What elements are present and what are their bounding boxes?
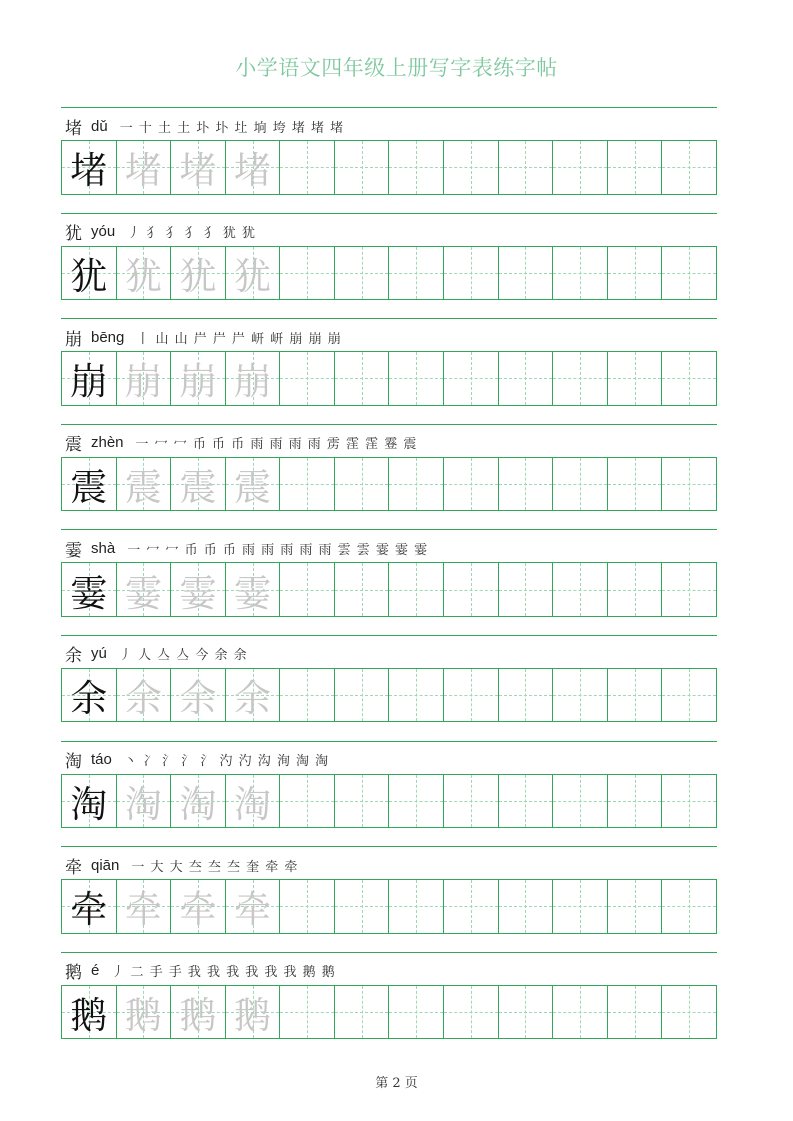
writing-cell[interactable]	[553, 880, 608, 933]
trace-character: 淘	[124, 782, 162, 826]
writing-cell[interactable]	[444, 563, 499, 616]
divider-line	[61, 846, 717, 847]
model-character: 鹅	[70, 994, 108, 1037]
trace-character: 崩	[124, 360, 162, 404]
writing-cell[interactable]	[608, 775, 663, 828]
writing-cell[interactable]	[444, 352, 499, 405]
writing-cell[interactable]	[389, 669, 444, 722]
trace-cell	[226, 986, 281, 1039]
model-cell	[62, 141, 117, 194]
writing-cell[interactable]	[608, 669, 663, 722]
writing-cell[interactable]	[662, 352, 716, 405]
writing-cell[interactable]	[389, 458, 444, 511]
writing-cell[interactable]	[389, 352, 444, 405]
practice-grid	[61, 457, 717, 512]
writing-cell[interactable]	[662, 563, 716, 616]
divider-line	[61, 741, 717, 742]
trace-cell	[171, 775, 226, 828]
writing-cell[interactable]	[608, 986, 663, 1039]
page-title: 小学语文四年级上册写字表练字帖	[235, 56, 558, 80]
writing-cell[interactable]	[444, 458, 499, 511]
practice-entry	[61, 952, 717, 1058]
writing-cell[interactable]	[553, 247, 608, 300]
header-character: 牵	[65, 857, 82, 878]
practice-grid	[61, 774, 717, 829]
writing-cell[interactable]	[499, 247, 554, 300]
writing-cell[interactable]	[553, 986, 608, 1039]
pinyin: shà	[91, 539, 116, 557]
writing-cell[interactable]	[662, 141, 716, 194]
writing-cell[interactable]	[662, 775, 716, 828]
trace-cell	[117, 775, 172, 828]
entry-header	[65, 641, 248, 667]
pinyin: táo	[91, 751, 112, 769]
divider-line	[61, 424, 717, 425]
practice-grid	[61, 246, 717, 301]
writing-cell[interactable]	[335, 775, 390, 828]
trace-cell	[117, 669, 172, 722]
writing-cell[interactable]	[608, 458, 663, 511]
writing-cell[interactable]	[389, 141, 444, 194]
writing-cell[interactable]	[662, 669, 716, 722]
pinyin: bēng	[91, 328, 125, 346]
model-cell	[62, 775, 117, 828]
writing-cell[interactable]	[499, 458, 554, 511]
writing-cell[interactable]	[444, 669, 499, 722]
entry-header	[65, 430, 417, 456]
practice-grid	[61, 668, 717, 723]
trace-cell	[117, 141, 172, 194]
writing-cell[interactable]	[608, 247, 663, 300]
trace-character: 鹅	[124, 994, 162, 1037]
practice-entry	[61, 635, 717, 741]
model-cell	[62, 352, 117, 405]
header-character: 鹅	[65, 963, 82, 984]
writing-cell[interactable]	[280, 352, 335, 405]
writing-cell[interactable]	[280, 669, 335, 722]
writing-cell[interactable]	[280, 563, 335, 616]
header-character: 崩	[65, 329, 82, 350]
stroke-order: 一 大 大 夳 夳 夳 奎 牵 牵	[131, 859, 299, 875]
writing-cell[interactable]	[389, 986, 444, 1039]
trace-character: 崩	[179, 360, 217, 404]
header-character: 淘	[65, 752, 82, 773]
entry-header	[65, 958, 336, 984]
trace-cell	[117, 563, 172, 616]
divider-line	[61, 952, 717, 953]
writing-cell[interactable]	[335, 880, 390, 933]
writing-cell[interactable]	[608, 563, 663, 616]
writing-cell[interactable]	[608, 880, 663, 933]
writing-cell[interactable]	[280, 247, 335, 300]
pinyin: yóu	[91, 223, 116, 241]
writing-cell[interactable]	[499, 986, 554, 1039]
writing-cell[interactable]	[444, 775, 499, 828]
model-character: 余	[70, 677, 108, 721]
entry-header	[65, 747, 329, 773]
trace-cell	[226, 141, 281, 194]
practice-entry	[61, 213, 717, 319]
writing-cell[interactable]	[662, 880, 716, 933]
trace-cell	[171, 352, 226, 405]
writing-cell[interactable]	[499, 669, 554, 722]
writing-cell[interactable]	[444, 247, 499, 300]
trace-cell	[171, 563, 226, 616]
writing-cell[interactable]	[335, 563, 390, 616]
trace-character: 淘	[234, 782, 272, 826]
trace-cell	[226, 669, 281, 722]
practice-entry	[61, 107, 717, 213]
trace-cell	[117, 880, 172, 933]
trace-character: 牵	[234, 888, 272, 932]
writing-cell[interactable]	[499, 563, 554, 616]
practice-entry	[61, 529, 717, 635]
writing-cell[interactable]	[553, 352, 608, 405]
entry-header	[65, 324, 342, 350]
practice-rows	[61, 107, 717, 1057]
entry-header	[65, 113, 344, 139]
writing-cell[interactable]	[280, 775, 335, 828]
trace-cell	[226, 563, 281, 616]
writing-cell[interactable]	[553, 669, 608, 722]
trace-character: 崩	[234, 360, 272, 404]
writing-cell[interactable]	[335, 141, 390, 194]
header-character: 堵	[65, 118, 82, 139]
writing-cell[interactable]	[444, 986, 499, 1039]
trace-character: 震	[179, 466, 217, 510]
writing-cell[interactable]	[335, 352, 390, 405]
stroke-order: 一 冖 冖 币 币 币 雨 雨 雨 雨 雨 雲 雲 霎 霎 霎	[127, 542, 429, 558]
writing-cell[interactable]	[553, 141, 608, 194]
trace-cell	[117, 352, 172, 405]
trace-cell	[226, 352, 281, 405]
trace-character: 震	[124, 466, 162, 510]
header-character: 霎	[65, 540, 82, 561]
trace-character: 牵	[124, 888, 162, 932]
stroke-order: 一 冖 冖 币 币 币 雨 雨 雨 雨 雳 霔 霔 霯 震	[135, 437, 418, 453]
writing-cell[interactable]	[662, 986, 716, 1039]
writing-cell[interactable]	[553, 563, 608, 616]
practice-entry	[61, 318, 717, 424]
header-character: 余	[65, 646, 82, 667]
writing-cell[interactable]	[499, 880, 554, 933]
practice-entry	[61, 846, 717, 952]
trace-cell	[171, 458, 226, 511]
practice-grid	[61, 140, 717, 195]
trace-character: 犹	[124, 254, 162, 298]
model-character: 震	[70, 466, 108, 510]
model-character: 霎	[70, 571, 108, 615]
writing-cell[interactable]	[389, 775, 444, 828]
writing-cell[interactable]	[280, 458, 335, 511]
trace-character: 犹	[179, 254, 217, 298]
writing-cell[interactable]	[389, 880, 444, 933]
pinyin: zhèn	[91, 434, 124, 452]
pinyin: yú	[91, 645, 107, 663]
model-character: 牵	[70, 888, 108, 932]
writing-cell[interactable]	[662, 247, 716, 300]
trace-character: 犹	[234, 254, 272, 298]
model-cell	[62, 986, 117, 1039]
entry-header	[65, 852, 298, 878]
trace-cell	[171, 141, 226, 194]
trace-character: 牵	[179, 888, 217, 932]
model-character: 犹	[70, 254, 108, 298]
writing-cell[interactable]	[444, 141, 499, 194]
trace-character: 淘	[179, 782, 217, 826]
stroke-order: 丿 犭 犭 犭 犭 犹 犹	[127, 226, 256, 242]
writing-cell[interactable]	[608, 141, 663, 194]
trace-character: 余	[179, 677, 217, 721]
trace-character: 余	[124, 677, 162, 721]
stroke-order: 丶 冫 氵 氵 氵 汋 汋 沟 洵 淘 淘	[123, 754, 330, 770]
trace-character: 霎	[179, 571, 217, 615]
writing-cell[interactable]	[335, 669, 390, 722]
divider-line	[61, 529, 717, 530]
page-number: 第 2 页	[375, 1076, 418, 1091]
trace-cell	[226, 880, 281, 933]
writing-cell[interactable]	[280, 141, 335, 194]
pinyin: qiān	[91, 856, 120, 874]
trace-cell	[226, 247, 281, 300]
divider-line	[61, 318, 717, 319]
practice-grid	[61, 879, 717, 934]
practice-grid	[61, 562, 717, 617]
model-cell	[62, 669, 117, 722]
divider-line	[61, 213, 717, 214]
writing-cell[interactable]	[499, 141, 554, 194]
writing-cell[interactable]	[335, 986, 390, 1039]
trace-cell	[117, 986, 172, 1039]
trace-character: 堵	[124, 149, 162, 193]
model-cell	[62, 247, 117, 300]
header-character: 震	[65, 435, 82, 456]
writing-cell[interactable]	[499, 775, 554, 828]
writing-cell[interactable]	[444, 880, 499, 933]
practice-entry	[61, 424, 717, 530]
trace-cell	[171, 669, 226, 722]
stroke-order: 丿 二 手 手 我 我 我 我 我 我 鹅 鹅	[111, 965, 336, 981]
writing-cell[interactable]	[553, 775, 608, 828]
writing-cell[interactable]	[280, 880, 335, 933]
trace-cell	[171, 880, 226, 933]
pinyin: dǔ	[91, 117, 108, 135]
trace-character: 堵	[179, 149, 217, 193]
trace-cell	[117, 458, 172, 511]
trace-character: 堵	[234, 149, 272, 193]
trace-cell	[226, 775, 281, 828]
stroke-order: 丨 山 山 屵 屵 屵 岍 岍 崩 崩 崩	[136, 331, 342, 347]
model-cell	[62, 880, 117, 933]
writing-cell[interactable]	[553, 458, 608, 511]
writing-cell[interactable]	[662, 458, 716, 511]
trace-character: 霎	[124, 571, 162, 615]
pinyin: é	[91, 962, 100, 980]
trace-character: 霎	[234, 571, 272, 615]
model-cell	[62, 563, 117, 616]
trace-cell	[117, 247, 172, 300]
trace-character: 余	[234, 677, 272, 721]
trace-character: 鹅	[179, 994, 217, 1037]
trace-cell	[171, 247, 226, 300]
writing-cell[interactable]	[280, 986, 335, 1039]
trace-character: 鹅	[234, 994, 272, 1037]
stroke-order: 丿 人 亼 亼 今 余 余	[118, 648, 248, 664]
writing-cell[interactable]	[335, 247, 390, 300]
divider-line	[61, 635, 717, 636]
divider-line	[61, 107, 717, 108]
stroke-order: 一 十 土 土 圤 圤 圵 垧 垮 堵 堵 堵	[119, 120, 345, 136]
writing-cell[interactable]	[608, 352, 663, 405]
practice-grid	[61, 351, 717, 406]
entry-header	[65, 535, 428, 561]
trace-cell	[171, 986, 226, 1039]
model-cell	[62, 458, 117, 511]
trace-cell	[226, 458, 281, 511]
practice-grid	[61, 985, 717, 1040]
model-character: 淘	[70, 782, 108, 826]
writing-cell[interactable]	[389, 563, 444, 616]
entry-header	[65, 219, 256, 245]
writing-cell[interactable]	[389, 247, 444, 300]
practice-entry	[61, 741, 717, 847]
writing-cell[interactable]	[335, 458, 390, 511]
model-character: 堵	[70, 149, 108, 193]
model-character: 崩	[70, 360, 108, 404]
trace-character: 震	[234, 466, 272, 510]
header-character: 犹	[65, 224, 82, 245]
writing-cell[interactable]	[499, 352, 554, 405]
